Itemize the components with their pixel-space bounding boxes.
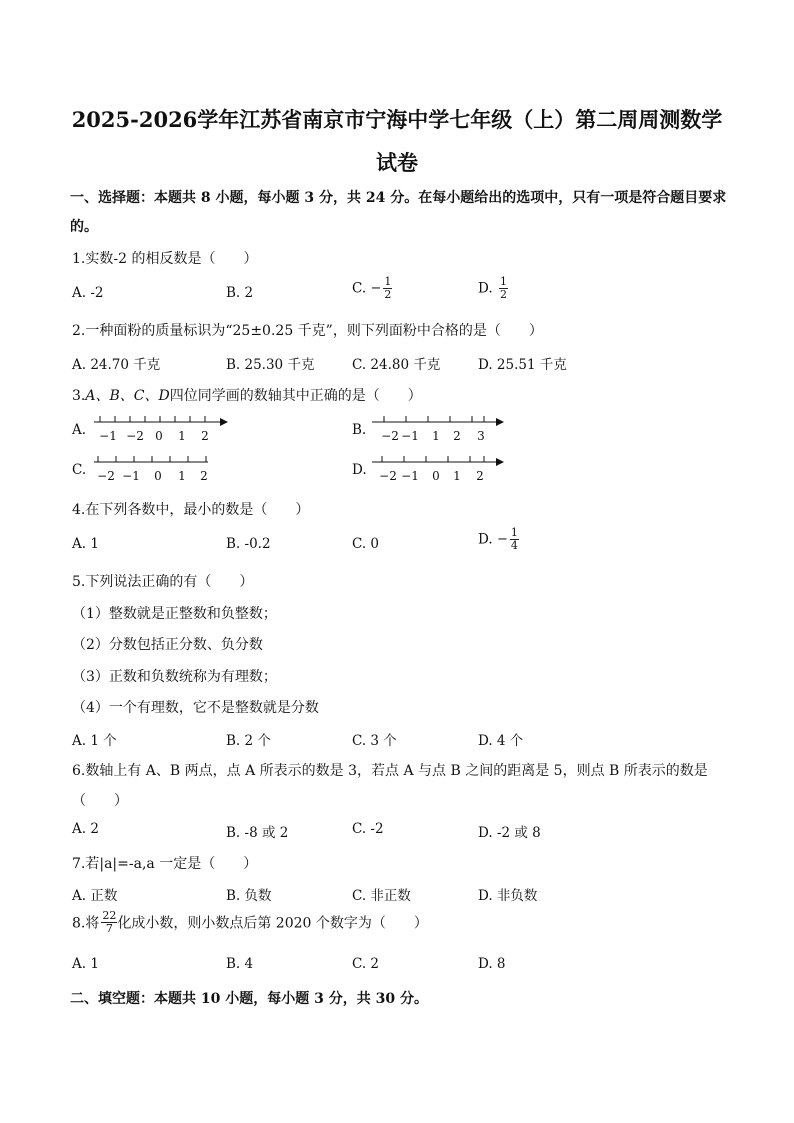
tick-label: 1 [453, 469, 461, 483]
tick-label: −1 [401, 469, 419, 483]
tick-label: −2 [126, 429, 144, 443]
q3-text-vars: A、B、C、D [85, 388, 170, 404]
arrow-head [496, 418, 504, 426]
q5-option-c[interactable]: C. 3 个 [352, 733, 397, 749]
fraction [383, 276, 392, 301]
fraction [499, 276, 508, 301]
q4-option-b[interactable]: B. -0.2 [226, 536, 271, 552]
q2-option-b[interactable]: B. 25.30 千克 [226, 357, 315, 373]
tick-label: −2 [97, 469, 115, 483]
q3-number-line-b[interactable] [368, 412, 513, 446]
q5-statement-3: （3）正数和负数统称为有理数； [72, 669, 277, 685]
section2-header: 二、填空题：本题共 10 小题，每小题 3 分，共 30 分。 [70, 991, 428, 1007]
question-7: 7.若|a|=-a,a 一定是（ ） [72, 856, 258, 872]
question-2: 2.一种面粉的质量标识为“25±0.25 千克”，则下列面粉中合格的是（ ） [72, 323, 543, 339]
question-3 [72, 385, 422, 405]
q5-option-b[interactable]: B. 2 个 [226, 733, 271, 749]
q5-option-d[interactable]: D. 4 个 [478, 733, 524, 749]
q3-option-b-label[interactable]: B. [352, 422, 367, 438]
tick-label: −1 [401, 429, 419, 443]
q4-option-d[interactable] [478, 527, 519, 552]
q8-option-d[interactable]: D. 8 [478, 956, 506, 972]
fraction-numerator: 1 [384, 275, 392, 288]
q5-option-a[interactable]: A. 1 个 [72, 733, 117, 749]
q8-text-post: 化成小数，则小数点后第 2020 个数字为（ ） [117, 915, 428, 932]
fraction-numerator: 22 [102, 909, 117, 922]
tick-label: 2 [201, 429, 209, 443]
q3-text-post: 四位同学画的数轴其中正确的是（ ） [169, 388, 422, 404]
q3-option-a-label[interactable]: A. [72, 422, 87, 438]
tick-label: 1 [178, 429, 186, 443]
tick-label: −2 [379, 469, 397, 483]
question-6: 6.数轴上有 A、B 两点，点 A 所表示的数是 3，若点 A 与点 B 之间的距离是 5，则点 B 所表示的数是 [72, 763, 708, 779]
arrow-head [496, 458, 504, 466]
q2-option-c[interactable]: C. 24.80 千克 [352, 357, 441, 373]
question-1: 1.实数-2 的相反数是（ ） [72, 251, 258, 267]
tick-label: −1 [122, 469, 140, 483]
q3-number-line-a[interactable] [88, 412, 233, 446]
tick-label: 0 [432, 469, 440, 483]
minus-sign: − [370, 281, 382, 296]
q5-statement-2: （2）分数包括正分数、负分数 [72, 637, 263, 653]
q8-option-c[interactable]: C. 2 [352, 956, 380, 972]
q4-option-c[interactable]: C. 0 [352, 536, 380, 552]
q4-d-label: D. [478, 531, 497, 548]
q7-option-b[interactable]: B. 负数 [226, 888, 272, 904]
section1-header-line2: 的。 [70, 219, 98, 235]
q7-option-a[interactable]: A. 正数 [72, 888, 118, 904]
fraction-numerator: 1 [510, 526, 518, 539]
question-4: 4.在下列各数中，最小的数是（ ） [72, 502, 310, 518]
fraction-numerator: 1 [499, 275, 507, 288]
q3-option-d-label[interactable]: D. [352, 462, 367, 478]
q1-option-d[interactable] [478, 276, 508, 301]
page-title-line2: 试卷 [376, 150, 418, 175]
tick-label: −2 [381, 429, 399, 443]
q1-d-label: D. [478, 280, 497, 297]
q1-option-b[interactable]: B. 2 [226, 285, 254, 301]
q1-c-label: C. [352, 280, 371, 297]
question-8 [72, 910, 428, 935]
q1-option-c[interactable] [352, 276, 392, 301]
tick-label: 2 [200, 469, 208, 483]
fraction-denominator: 7 [105, 922, 113, 935]
q6-option-b[interactable]: B. -8 或 2 [226, 825, 289, 841]
q1-option-a[interactable]: A. -2 [72, 285, 104, 301]
minus-sign: − [496, 532, 508, 547]
tick-label: 3 [477, 429, 485, 443]
tick-label: 2 [476, 469, 484, 483]
q6-option-c[interactable]: C. -2 [352, 821, 384, 837]
q3-option-c-label[interactable]: C. [72, 462, 87, 478]
tick-label: 1 [432, 429, 440, 443]
question-5: 5.下列说法正确的有（ ） [72, 574, 254, 590]
q6-option-d[interactable]: D. -2 或 8 [478, 825, 541, 841]
tick-label: 0 [155, 429, 163, 443]
q5-statement-1: （1）整数就是正整数和负整数； [72, 606, 277, 622]
q2-option-a[interactable]: A. 24.70 千克 [72, 357, 161, 373]
section1-header: 一、选择题：本题共 8 小题，每小题 3 分，共 24 分。在每小题给出的选项中，只有一项是符合题目要求 [70, 190, 727, 206]
q7-option-d[interactable]: D. 非负数 [478, 888, 538, 904]
q3-text-pre: 3. [72, 388, 86, 404]
fraction [510, 527, 519, 552]
fraction-denominator: 2 [384, 288, 392, 301]
q3-number-line-d[interactable] [368, 452, 513, 486]
fraction-denominator: 4 [510, 539, 518, 552]
fraction-denominator: 2 [499, 288, 507, 301]
q2-option-d[interactable]: D. 25.51 千克 [478, 357, 567, 373]
q5-statement-4: （4）一个有理数，它不是整数就是分数 [72, 700, 319, 716]
tick-label: 2 [453, 429, 461, 443]
tick-label: 0 [154, 469, 162, 483]
q8-text-pre: 8.将 [72, 915, 100, 932]
q8-option-b[interactable]: B. 4 [226, 956, 254, 972]
fraction [101, 910, 117, 935]
q3-number-line-c[interactable] [88, 452, 233, 486]
arrow-head [220, 418, 228, 426]
question-6-paren: （ ） [72, 793, 128, 809]
q8-option-a[interactable]: A. 1 [72, 956, 99, 972]
page-title: 2025-2026学年江苏省南京市宁海中学七年级（上）第二周周测数学 [71, 107, 723, 132]
q6-option-a[interactable]: A. 2 [72, 821, 99, 837]
q4-option-a[interactable]: A. 1 [72, 536, 99, 552]
tick-label: −1 [99, 429, 117, 443]
tick-label: 1 [178, 469, 186, 483]
q7-option-c[interactable]: C. 非正数 [352, 888, 411, 904]
